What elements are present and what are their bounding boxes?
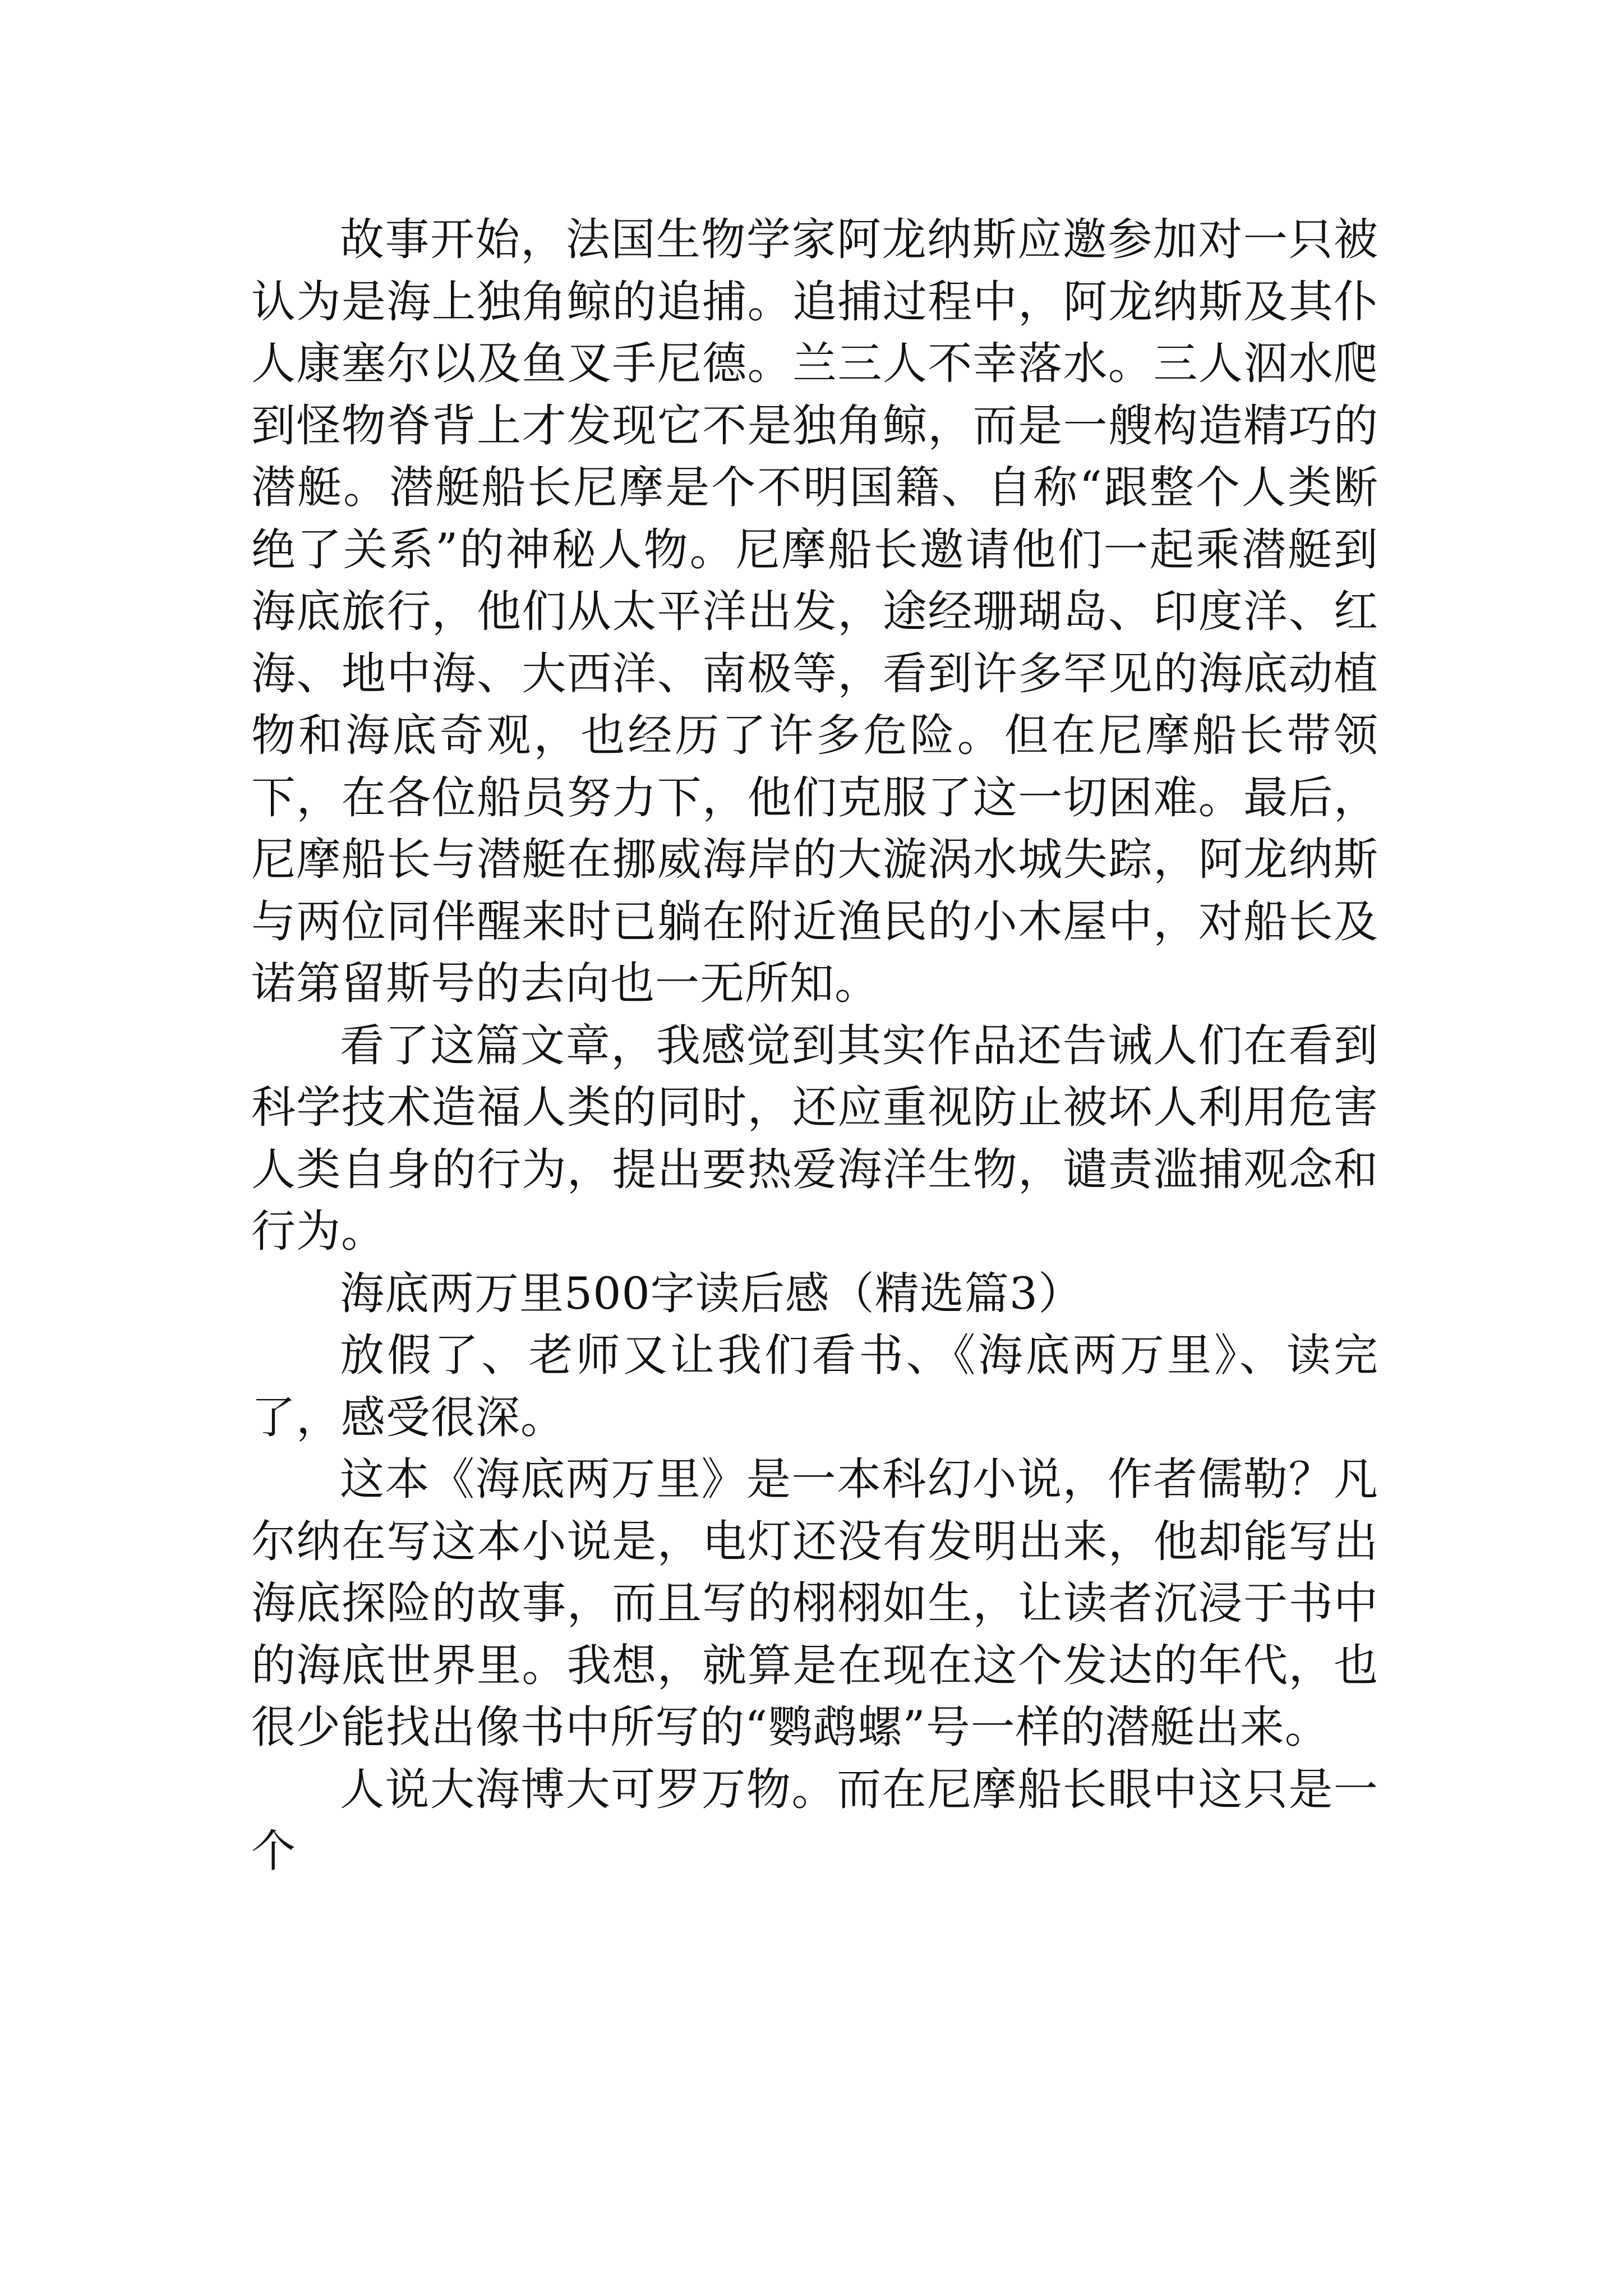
paragraph-about-book: 这本《海底两万里》是一本科幻小说，作者儒勒？凡尔纳在写这本小说是，电灯还没有发明出来，他却能写出海底探险的故事，而且写的栩栩如生，让读者沉浸于书中的海底世界里。我想，就算是在现在这个发达的年代，也很少能找出像书中所写的“鹦鹉螺”号一样的潜艇出来。 xyxy=(251,1453,1378,1753)
paragraph-reflection: 看了这篇文章，我感觉到其实作品还告诫人们在看到科学技术造福人类的同时，还应重视防止被坏人利用危害人类自身的行为，提出要热爱海洋生物，谴责滥捕观念和行为。 xyxy=(251,1019,1378,1257)
paragraph-story-summary: 故事开始，法国生物学家阿龙纳斯应邀参加对一只被认为是海上独角鲸的追捕。追捕过程中，阿龙纳斯及其仆人康塞尔以及鱼叉手尼德。兰三人不幸落水。三人泅水爬到怪物脊背上才发现它不是独角鲸，而是一艘构造精巧的潜艇。潜艇船长尼摩是个不明国籍、自称“跟整个人类断绝了关系”的神秘人物。尼摩船长邀请他们一起乘潜艇到海底旅行，他们从太平洋出发，途经珊瑚岛、印度洋、红海、地中海、大西洋、南极等，看到许多罕见的海底动植物和海底奇观，也经历了许多危险。但在尼摩船长带领下，在各位船员努力下，他们克服了这一切困难。最后，尼摩船长与潜艇在挪威海岸的大漩涡水城失踪，阿龙纳斯与两位同伴醒来时已躺在附近渔民的小木屋中，对船长及诺第留斯号的去向也一无所知。 xyxy=(251,214,1378,1009)
document-body xyxy=(251,209,1378,1883)
paragraph-ocean: 人说大海博大可罗万物。而在尼摩船长眼中这只是一个 xyxy=(251,1763,1378,1877)
paragraph-holiday-reading: 放假了、老师又让我们看书、《海底两万里》、读完了，感受很深。 xyxy=(251,1329,1378,1443)
section-heading: 海底两万里500字读后感（精选篇3） xyxy=(340,1267,1083,1319)
